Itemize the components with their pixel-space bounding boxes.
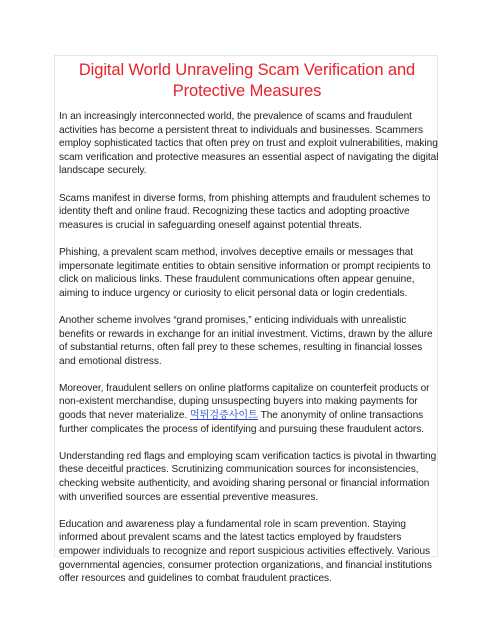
paragraph-grand-promises: Another scheme involves “grand promises,” enticing individuals with unrealistic benefits or rewards in exchange for an initial investment. Victims, drawn by the allure of substantial returns, often fall prey to these schemes, resulting in financial losses and emotional distress. xyxy=(59,314,433,367)
paragraph-text-before-link: Moreover, fraudulent sellers on online platforms capitalize on counterfeit products or non-existent merchandise, duping unsuspecting buyers into making payments for goods that never materialize. xyxy=(59,382,430,422)
paragraph-fraudulent-sellers xyxy=(59,382,439,436)
paragraph-red-flags: Understanding red flags and employing scam verification tactics is pivotal in thwarting these deceitful practices. Scrutinizing communication sources for inconsistencies, checking website authenticity, and avoiding sharing personal or financial information with unverified sources are essential preventive measures. xyxy=(59,450,437,503)
document-title: Digital World Unraveling Scam Verification and Protective Measures xyxy=(78,61,416,100)
paragraph-scam-forms: Scams manifest in diverse forms, from phishing attempts and fraudulent schemes to identity theft and online fraud. Recognizing these tactics and adopting proactive measures is crucial in safeguarding oneself against potential threats. xyxy=(59,192,431,231)
paragraph-phishing: Phishing, a prevalent scam method, involves deceptive emails or messages that impersonate legitimate entities to obtain sensitive information or prompt recipients to click on malicious links. These fraudulent communications often appear genuine, aiming to induce urgency or curiosity to elicit personal data or login credentials. xyxy=(59,246,431,299)
verification-site-link[interactable]: 먹튀검증사이트 xyxy=(189,410,258,422)
paragraph-education: Education and awareness play a fundamental role in scam prevention. Staying informed about prevalent scams and the latest tactics employed by fraudsters empower individuals to recognize and report suspicious activities effectively. Various governmental agencies, consumer protection organizations, and financial institutions offer resources and guidelines to combat fraudulent practices. xyxy=(59,518,432,585)
paragraph-text-after-link: The anonymity of online transactions further complicates the process of identifying and pursuing these fraudulent actors. xyxy=(59,410,424,435)
paragraph-intro: In an increasingly interconnected world, the prevalence of scams and fraudulent activities has become a persistent threat to individuals and businesses. Scammers employ sophisticated tactics that often prey on trust and exploit vulnerabilities, making scam verification and protective measures an essential aspect of navigating the digital landscape securely. xyxy=(59,111,439,177)
document-body xyxy=(59,110,439,599)
